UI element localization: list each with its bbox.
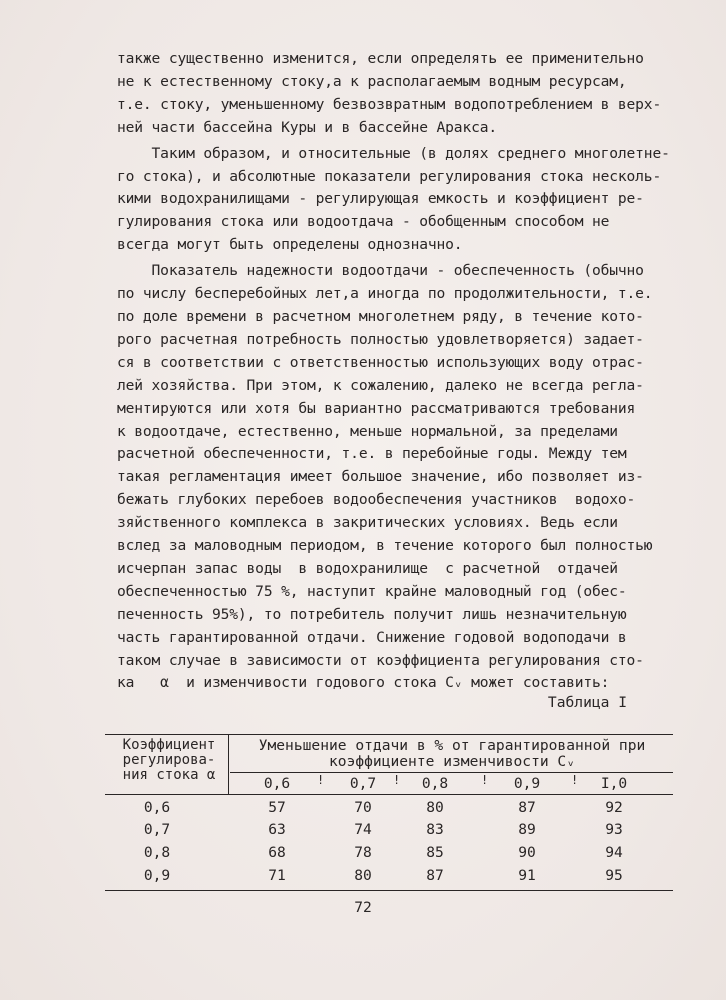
value-cell: 68: [268, 844, 286, 861]
text-line: вслед за маловодным периодом, в течение которого был полностью: [117, 537, 653, 555]
text-line: всегда могут быть определены однозначно.: [117, 236, 463, 254]
paragraph: [117, 48, 695, 140]
cv-column-header: 0,6: [263, 775, 291, 792]
value-cell: 70: [354, 799, 372, 816]
value-cell: 91: [518, 867, 536, 884]
column-tick-mark: !: [481, 773, 489, 787]
value-cell: 87: [426, 867, 444, 884]
text-line: Показатель надежности водоотдачи - обеспеченность (обычно: [117, 262, 644, 280]
page-number: 72: [354, 899, 372, 916]
table-row: [105, 865, 673, 887]
text-line: Таким образом, и относительные (в долях среднего многолетне-: [117, 144, 670, 162]
text-line: исчерпан запас воды в водохранилище с расчетной отдачей: [117, 559, 618, 577]
cv-column-header: 0,7: [349, 775, 377, 792]
text-line: расчетной обеспеченности, т.е. в перебойные годы. Между тем: [117, 445, 627, 463]
alpha-cell: 0,8: [143, 844, 171, 861]
text-line: ней части бассейна Куры и в бассейне Аракса.: [117, 118, 497, 136]
text-line: также существенно изменится, если определять ее применительно: [117, 50, 644, 67]
text-line: такая регламентация имеет большое значение, ибо позволяет из-: [117, 468, 644, 486]
text-line: ся в соответствии с ответственностью использующих воду отрас-: [117, 353, 644, 371]
value-cell: 90: [518, 844, 536, 861]
text-line: лей хозяйства. При этом, к сожалению, далеко не всегда регла-: [117, 376, 644, 394]
table-caption: Таблица I: [547, 694, 627, 711]
value-cell: 57: [268, 799, 286, 816]
column-group-header-line: Уменьшение отдачи в % от гарантированной при: [258, 737, 646, 754]
table-row: [105, 797, 673, 819]
paragraph: [117, 143, 695, 258]
row-header: [109, 738, 229, 783]
table-subheader-rule: [230, 772, 673, 773]
text-line: печенность 95%), то потребитель получит лишь незначительную: [117, 605, 627, 623]
cv-column-header: I,0: [600, 775, 628, 792]
row-header-line: регулирова-: [122, 752, 216, 768]
column-group-header-line: коэффициенте изменчивости Cᵥ: [328, 753, 575, 770]
table-row: [105, 842, 673, 864]
text-line: по числу бесперебойных лет,а иногда по продолжительности, т.е.: [117, 285, 653, 303]
column-tick-mark: !: [317, 773, 325, 787]
text-line: ментируются или хотя бы вариантно рассматриваются требования: [117, 399, 636, 417]
text-line: часть гарантированной отдачи. Снижение годовой водоподачи в: [117, 628, 627, 646]
table-bottom-rule: [105, 890, 673, 891]
text-line: к водоотдаче, естественно, меньше нормальной, за пределами: [117, 422, 618, 440]
cv-column-header: 0,8: [421, 775, 449, 792]
text-line: таком случае в зависимости от коэффициента регулирования сто-: [117, 651, 644, 669]
text-line: кими водохранилищами - регулирующая емкость и коэффициент ре-: [117, 190, 644, 208]
value-cell: 80: [426, 799, 444, 816]
row-header-line: Коэффициент: [122, 737, 216, 753]
text-line: не к естественному стоку,а к располагаемым водным ресурсам,: [117, 72, 627, 90]
value-cell: 85: [426, 844, 444, 861]
value-cell: 92: [605, 799, 623, 816]
value-cell: 93: [605, 821, 623, 838]
paragraph: [117, 260, 695, 695]
value-cell: 83: [426, 821, 444, 838]
alpha-cell: 0,7: [143, 821, 171, 838]
value-cell: 80: [354, 867, 372, 884]
alpha-cell: 0,6: [143, 799, 171, 816]
text-line: ка α и изменчивости годового стока Cᵥ может составить:: [117, 674, 610, 692]
value-cell: 63: [268, 821, 286, 838]
column-tick-mark: !: [571, 773, 579, 787]
value-cell: 95: [605, 867, 623, 884]
text-line: го стока), и абсолютные показатели регулирования стока несколь-: [117, 167, 662, 185]
row-header-line: ния стока α: [122, 767, 216, 783]
text-line: бежать глубоких перебоев водообеспечения участников водохо-: [117, 491, 636, 509]
cv-column-header: 0,9: [513, 775, 541, 792]
value-cell: 89: [518, 821, 536, 838]
table-top-rule: [105, 734, 673, 735]
alpha-cell: 0,9: [143, 867, 171, 884]
table-row: [105, 819, 673, 841]
value-cell: 78: [354, 844, 372, 861]
value-cell: 94: [605, 844, 623, 861]
text-line: т.е. стоку, уменьшенному безвозвратным водопотреблением в верх-: [117, 95, 662, 113]
table-header-bottom-rule: [105, 794, 673, 795]
text-line: обеспеченностью 75 %, наступит крайне маловодный год (обес-: [117, 582, 627, 600]
text-line: зяйственного комплекса в закритических условиях. Ведь если: [117, 514, 618, 532]
value-cell: 87: [518, 799, 536, 816]
text-line: рого расчетная потребность полностью удовлетворяется) задает-: [117, 330, 644, 348]
column-group-header: [232, 738, 672, 770]
value-cell: 74: [354, 821, 372, 838]
text-line: по доле времени в расчетном многолетнем ряду, в течение кото-: [117, 307, 644, 325]
value-cell: 71: [268, 867, 286, 884]
text-line: гулирования стока или водоотдача - обобщенным способом не: [117, 213, 610, 231]
body-text: [117, 48, 695, 695]
column-tick-mark: !: [393, 773, 401, 787]
